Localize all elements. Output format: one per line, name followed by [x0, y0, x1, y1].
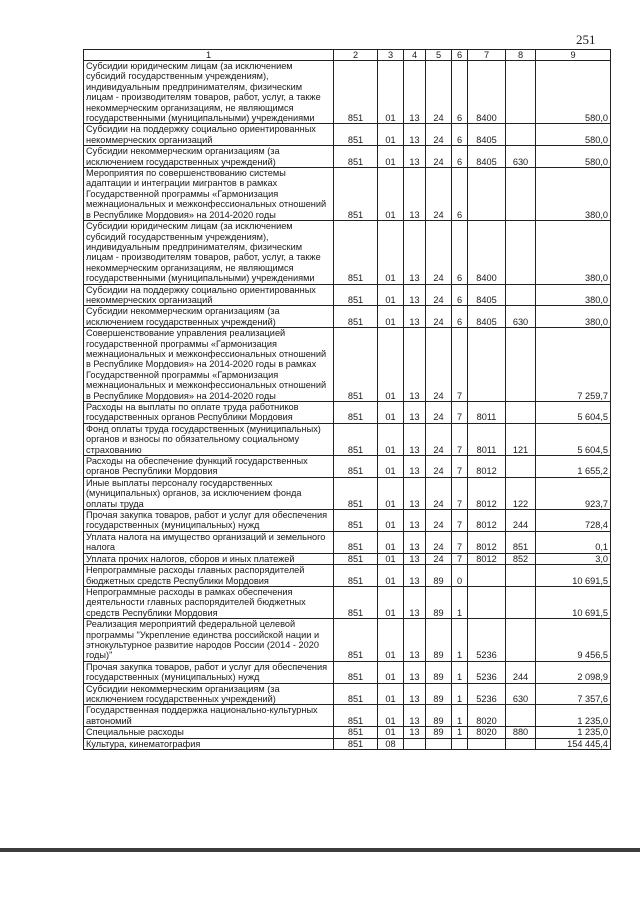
- column-header: 9: [536, 50, 611, 61]
- row-amount: 2 098,9: [536, 661, 611, 683]
- table-row: [84, 705, 611, 727]
- row-description: Уплата налога на имущество организаций и земельного налога: [84, 531, 334, 553]
- row-code-7: 8405: [468, 124, 506, 146]
- page-number: 251: [576, 32, 596, 47]
- row-code-2: 851: [334, 402, 378, 424]
- row-amount: 580,0: [536, 124, 611, 146]
- row-code-6: 7: [452, 456, 468, 478]
- row-code-5: 24: [426, 402, 452, 424]
- row-code-6: 7: [452, 510, 468, 532]
- row-code-3: 01: [378, 565, 404, 587]
- row-code-2: 851: [334, 221, 378, 284]
- table-row: [84, 531, 611, 553]
- table-row: [84, 683, 611, 705]
- row-code-3: 01: [378, 124, 404, 146]
- row-code-5: 24: [426, 328, 452, 402]
- row-code-8: [506, 124, 536, 146]
- row-code-7: 8020: [468, 727, 506, 738]
- row-code-7: 8012: [468, 553, 506, 564]
- row-amount: 728,4: [536, 510, 611, 532]
- row-code-4: 13: [404, 402, 426, 424]
- row-code-8: 244: [506, 510, 536, 532]
- scan-edge-band: [0, 848, 640, 852]
- row-code-8: [506, 328, 536, 402]
- row-code-7: 8012: [468, 510, 506, 532]
- row-code-5: 24: [426, 306, 452, 328]
- table-row: [84, 661, 611, 683]
- row-code-5: 24: [426, 146, 452, 168]
- table-row: [84, 456, 611, 478]
- row-code-2: 851: [334, 661, 378, 683]
- row-code-3: 01: [378, 661, 404, 683]
- row-code-8: [506, 456, 536, 478]
- table-row: [84, 221, 611, 284]
- table-row: [84, 477, 611, 509]
- row-code-2: 851: [334, 423, 378, 455]
- row-code-8: [506, 284, 536, 306]
- row-description: Уплата прочих налогов, сборов и иных платежей: [84, 553, 334, 564]
- row-amount: 1 235,0: [536, 727, 611, 738]
- row-code-7: 5236: [468, 661, 506, 683]
- row-code-6: 6: [452, 61, 468, 124]
- row-code-3: 01: [378, 510, 404, 532]
- row-code-3: 01: [378, 423, 404, 455]
- row-code-8: 851: [506, 531, 536, 553]
- row-description: Субсидии юридическим лицам (за исключением субсидий государственным учреждениям), индивидуальным предпринимателям, физическим лицам - производителям товаров, работ, услуг, а также некоммерческим организациям, не являющимся государственными (муниципальными) учреждениями: [84, 61, 334, 124]
- row-code-7: [468, 738, 506, 749]
- row-code-5: 24: [426, 168, 452, 221]
- row-code-5: 89: [426, 586, 452, 618]
- row-code-2: 851: [334, 586, 378, 618]
- row-description: Государственная поддержка национально-культурных автономий: [84, 705, 334, 727]
- row-code-8: 122: [506, 477, 536, 509]
- row-description: Непрограммные расходы главных распорядителей бюджетных средств Республики Мордовия: [84, 565, 334, 587]
- row-code-5: 89: [426, 705, 452, 727]
- row-code-5: 89: [426, 727, 452, 738]
- row-code-3: 01: [378, 402, 404, 424]
- row-description: Субсидии юридическим лицам (за исключением субсидий государственным учреждениям), индивидуальным предпринимателям, физическим лицам - производителям товаров, работ, услуг, а также некоммерческим организациям, не являющимся государственными (муниципальными) учреждениями: [84, 221, 334, 284]
- row-amount: 380,0: [536, 284, 611, 306]
- row-code-2: 851: [334, 510, 378, 532]
- row-code-7: 8020: [468, 705, 506, 727]
- row-description: Непрограммные расходы в рамках обеспечения деятельности главных распорядителей бюджетных средств Республики Мордовия: [84, 586, 334, 618]
- table-row: [84, 124, 611, 146]
- row-code-3: 01: [378, 477, 404, 509]
- row-code-4: 13: [404, 328, 426, 402]
- row-code-6: 0: [452, 565, 468, 587]
- row-code-3: 01: [378, 619, 404, 662]
- row-code-6: 1: [452, 705, 468, 727]
- row-code-2: 851: [334, 553, 378, 564]
- row-description: Субсидии некоммерческим организациям (за исключением государственных учреждений): [84, 683, 334, 705]
- row-code-3: 01: [378, 705, 404, 727]
- row-code-3: 01: [378, 328, 404, 402]
- row-code-7: 8400: [468, 61, 506, 124]
- row-code-3: 01: [378, 221, 404, 284]
- row-code-8: [506, 705, 536, 727]
- row-code-7: 8405: [468, 146, 506, 168]
- row-code-7: [468, 168, 506, 221]
- row-description: Субсидии на поддержку социально ориентированных некоммерческих организаций: [84, 124, 334, 146]
- row-code-7: [468, 586, 506, 618]
- row-code-4: 13: [404, 727, 426, 738]
- row-code-4: 13: [404, 510, 426, 532]
- row-amount: 7 357,6: [536, 683, 611, 705]
- row-code-6: 7: [452, 531, 468, 553]
- row-code-3: 01: [378, 553, 404, 564]
- row-amount: 380,0: [536, 221, 611, 284]
- row-code-5: 24: [426, 221, 452, 284]
- row-code-6: [452, 738, 468, 749]
- row-code-4: 13: [404, 586, 426, 618]
- row-amount: 10 691,5: [536, 565, 611, 587]
- row-code-2: 851: [334, 705, 378, 727]
- row-code-6: 7: [452, 328, 468, 402]
- table-row: [84, 738, 611, 749]
- row-amount: 5 604,5: [536, 402, 611, 424]
- row-code-6: 6: [452, 221, 468, 284]
- table-row: [84, 168, 611, 221]
- row-code-8: [506, 168, 536, 221]
- row-code-8: [506, 738, 536, 749]
- row-code-8: [506, 565, 536, 587]
- table-row: [84, 586, 611, 618]
- row-description: Специальные расходы: [84, 727, 334, 738]
- row-amount: 580,0: [536, 146, 611, 168]
- column-header: 6: [452, 50, 468, 61]
- row-code-2: 851: [334, 306, 378, 328]
- row-code-6: 1: [452, 586, 468, 618]
- table-row: [84, 284, 611, 306]
- row-code-4: 13: [404, 124, 426, 146]
- row-code-2: 851: [334, 146, 378, 168]
- column-header: 5: [426, 50, 452, 61]
- row-code-7: [468, 565, 506, 587]
- row-code-4: 13: [404, 168, 426, 221]
- table-row: [84, 510, 611, 532]
- row-code-8: [506, 402, 536, 424]
- row-code-6: 7: [452, 553, 468, 564]
- row-code-4: 13: [404, 306, 426, 328]
- table-row: [84, 619, 611, 662]
- row-code-2: 851: [334, 61, 378, 124]
- row-code-2: 851: [334, 124, 378, 146]
- row-code-3: 01: [378, 284, 404, 306]
- row-code-8: 630: [506, 306, 536, 328]
- row-code-4: 13: [404, 661, 426, 683]
- row-description: Расходы на обеспечение функций государственных органов Республики Мордовия: [84, 456, 334, 478]
- row-code-4: 13: [404, 705, 426, 727]
- row-code-4: 13: [404, 683, 426, 705]
- column-number-row: [84, 50, 611, 61]
- row-code-5: 89: [426, 565, 452, 587]
- row-code-4: 13: [404, 553, 426, 564]
- row-code-5: 24: [426, 477, 452, 509]
- row-code-2: 851: [334, 328, 378, 402]
- row-code-6: 7: [452, 423, 468, 455]
- row-code-2: 851: [334, 727, 378, 738]
- column-header: 2: [334, 50, 378, 61]
- row-code-4: 13: [404, 284, 426, 306]
- row-code-3: 01: [378, 61, 404, 124]
- row-description: Иные выплаты персоналу государственных (муниципальных) органов, за исключением фонда оплаты труда: [84, 477, 334, 509]
- row-code-2: 851: [334, 168, 378, 221]
- row-code-7: 8011: [468, 402, 506, 424]
- budget-table-body: [84, 61, 611, 750]
- table-row: [84, 402, 611, 424]
- row-code-5: 24: [426, 531, 452, 553]
- row-code-8: 244: [506, 661, 536, 683]
- row-code-8: 630: [506, 683, 536, 705]
- row-code-8: 880: [506, 727, 536, 738]
- row-code-4: 13: [404, 423, 426, 455]
- row-code-7: 8011: [468, 423, 506, 455]
- row-code-5: 24: [426, 284, 452, 306]
- row-code-5: 24: [426, 553, 452, 564]
- row-amount: 1 655,2: [536, 456, 611, 478]
- column-header: 1: [84, 50, 334, 61]
- row-description: Прочая закупка товаров, работ и услуг для обеспечения государственных (муниципальных) нужд: [84, 661, 334, 683]
- row-code-7: 8012: [468, 456, 506, 478]
- row-description: Культура, кинематография: [84, 738, 334, 749]
- row-code-4: 13: [404, 531, 426, 553]
- row-code-2: 851: [334, 738, 378, 749]
- table-row: [84, 727, 611, 738]
- row-code-4: 13: [404, 456, 426, 478]
- column-header: 4: [404, 50, 426, 61]
- column-header: 8: [506, 50, 536, 61]
- row-code-4: 13: [404, 619, 426, 662]
- row-code-3: 01: [378, 586, 404, 618]
- row-description: Реализация мероприятий федеральной целевой программы "Укрепление единства российской нации и этнокультурное развитие народов России (2014 - 2020 годы)": [84, 619, 334, 662]
- row-description: Расходы на выплаты по оплате труда работников государственных органов Республики Мордовия: [84, 402, 334, 424]
- row-code-3: 01: [378, 306, 404, 328]
- row-code-5: 89: [426, 619, 452, 662]
- row-code-6: 7: [452, 477, 468, 509]
- row-code-7: 8012: [468, 477, 506, 509]
- row-code-6: 1: [452, 619, 468, 662]
- row-amount: 380,0: [536, 168, 611, 221]
- row-code-8: [506, 61, 536, 124]
- row-code-6: 6: [452, 168, 468, 221]
- row-code-3: 01: [378, 531, 404, 553]
- row-code-6: 7: [452, 402, 468, 424]
- row-code-7: 8400: [468, 221, 506, 284]
- row-amount: 380,0: [536, 306, 611, 328]
- row-code-2: 851: [334, 284, 378, 306]
- row-description: Субсидии на поддержку социально ориентированных некоммерческих организаций: [84, 284, 334, 306]
- row-code-4: [404, 738, 426, 749]
- row-code-3: 01: [378, 456, 404, 478]
- row-code-8: 852: [506, 553, 536, 564]
- row-amount: 154 445,4: [536, 738, 611, 749]
- table-row: [84, 328, 611, 402]
- row-description: Совершенствование управления реализацией государственной программы «Гармонизация межнациональных и межконфессиональных отношений в Республике Мордовия» на 2014-2020 годы в рамках Государственной программы «Гармонизация межнациональных и межконфессиональных отношений в Республике Мордовия» на 2014-2020 годы: [84, 328, 334, 402]
- row-amount: 0,1: [536, 531, 611, 553]
- row-code-2: 851: [334, 565, 378, 587]
- row-code-8: 630: [506, 146, 536, 168]
- row-code-3: 01: [378, 146, 404, 168]
- row-code-4: 13: [404, 477, 426, 509]
- row-code-7: 8012: [468, 531, 506, 553]
- row-code-4: 13: [404, 565, 426, 587]
- column-header: 7: [468, 50, 506, 61]
- row-code-6: 1: [452, 661, 468, 683]
- row-description: Субсидии некоммерческим организациям (за исключением государственных учреждений): [84, 306, 334, 328]
- row-code-3: 01: [378, 727, 404, 738]
- row-code-5: 24: [426, 456, 452, 478]
- row-code-4: 13: [404, 221, 426, 284]
- row-code-6: 6: [452, 306, 468, 328]
- row-code-5: [426, 738, 452, 749]
- row-code-7: 8405: [468, 306, 506, 328]
- row-amount: 10 691,5: [536, 586, 611, 618]
- table-row: [84, 423, 611, 455]
- row-code-2: 851: [334, 531, 378, 553]
- row-code-2: 851: [334, 619, 378, 662]
- row-code-4: 13: [404, 61, 426, 124]
- row-code-4: 13: [404, 146, 426, 168]
- row-code-3: 01: [378, 683, 404, 705]
- row-code-6: 6: [452, 146, 468, 168]
- row-code-2: 851: [334, 456, 378, 478]
- row-amount: 5 604,5: [536, 423, 611, 455]
- row-code-5: 24: [426, 61, 452, 124]
- row-amount: 7 259,7: [536, 328, 611, 402]
- row-code-6: 1: [452, 727, 468, 738]
- row-code-2: 851: [334, 683, 378, 705]
- row-amount: 923,7: [536, 477, 611, 509]
- row-code-5: 24: [426, 510, 452, 532]
- row-code-8: [506, 221, 536, 284]
- row-code-3: 01: [378, 168, 404, 221]
- column-header: 3: [378, 50, 404, 61]
- table-row: [84, 306, 611, 328]
- row-code-5: 89: [426, 661, 452, 683]
- row-code-6: 6: [452, 284, 468, 306]
- table-row: [84, 61, 611, 124]
- row-code-3: 08: [378, 738, 404, 749]
- table-row: [84, 553, 611, 564]
- table-row: [84, 146, 611, 168]
- row-code-6: 6: [452, 124, 468, 146]
- row-code-7: 5236: [468, 683, 506, 705]
- row-code-7: [468, 328, 506, 402]
- row-amount: 3,0: [536, 553, 611, 564]
- table-row: [84, 565, 611, 587]
- row-description: Фонд оплаты труда государственных (муниципальных) органов и взносы по обязательному социальному страхованию: [84, 423, 334, 455]
- row-code-8: [506, 619, 536, 662]
- row-code-7: 8405: [468, 284, 506, 306]
- budget-table: [83, 49, 611, 750]
- row-code-5: 89: [426, 683, 452, 705]
- row-description: Субсидии некоммерческим организациям (за исключением государственных учреждений): [84, 146, 334, 168]
- row-code-8: [506, 586, 536, 618]
- row-amount: 9 456,5: [536, 619, 611, 662]
- row-code-6: 1: [452, 683, 468, 705]
- row-code-7: 5236: [468, 619, 506, 662]
- row-code-5: 24: [426, 423, 452, 455]
- row-description: Мероприятия по совершенствованию системы адаптации и интеграции мигрантов в рамках Государственной программы «Гармонизация межнациональных и межконфессиональных отношений в Республике Мордовия» на 2014-2020 годы: [84, 168, 334, 221]
- row-code-5: 24: [426, 124, 452, 146]
- row-description: Прочая закупка товаров, работ и услуг для обеспечения государственных (муниципальных) нужд: [84, 510, 334, 532]
- row-amount: 1 235,0: [536, 705, 611, 727]
- row-amount: 580,0: [536, 61, 611, 124]
- row-code-2: 851: [334, 477, 378, 509]
- row-code-8: 121: [506, 423, 536, 455]
